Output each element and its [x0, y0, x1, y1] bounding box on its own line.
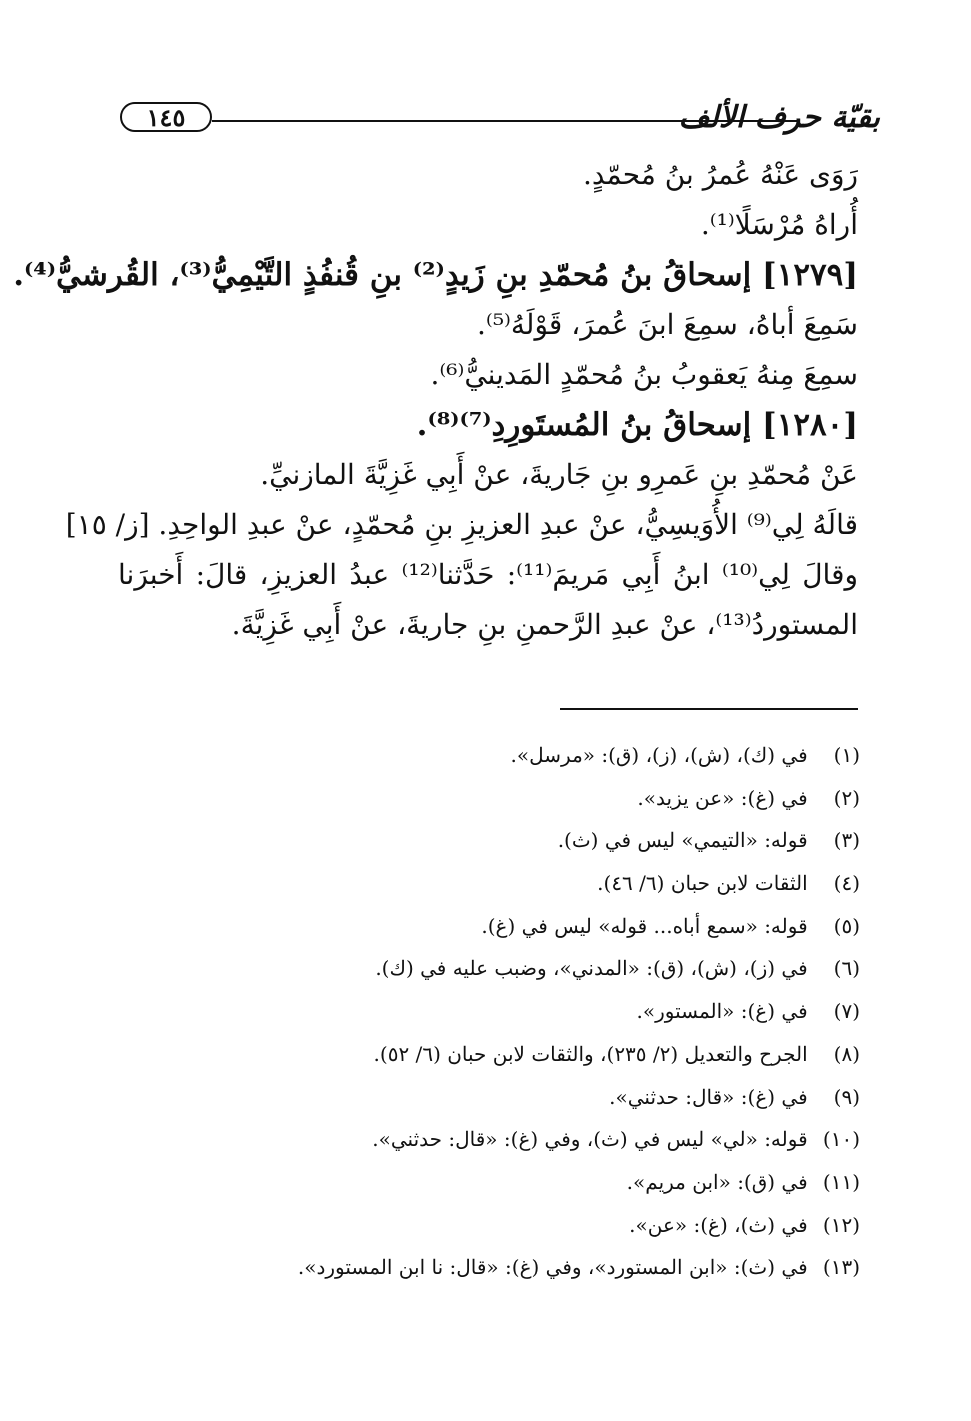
footnotes — [297, 734, 860, 1289]
footnote-text: الجرح والتعديل (٢/ ٢٣٥)، والثقات لابن حبان (٦/ ٥٢). — [373, 1041, 808, 1066]
running-title: بقيّة حرف الألف — [678, 100, 880, 135]
footnote — [300, 1118, 860, 1161]
text-line: أُراهُ مُرْسَلًا⁽¹⁾. — [700, 208, 858, 241]
main-text — [13, 150, 858, 650]
footnote-number: (٥) — [833, 913, 860, 938]
footnote — [300, 1033, 860, 1076]
entry-heading-1279: [١٢٧٩] إسحاقُ بنُ مُحمّدِ بنِ زَيدٍ⁽²⁾ بنِ قُنفُذٍ التَّيْمِيُّ⁽³⁾، القُرشيُّ⁽⁴⁾. — [13, 257, 858, 293]
footnote — [300, 1161, 860, 1204]
footnote — [297, 1246, 860, 1289]
footnote — [300, 862, 860, 905]
page-header — [120, 96, 880, 140]
footnote-text: الثقات لابن حبان (٦/ ٤٦). — [597, 871, 808, 896]
footnote-text: في (ث)، (غ): «عن». — [629, 1212, 808, 1237]
footnote — [300, 905, 860, 948]
page-number: ١٤٥ — [120, 102, 212, 132]
footnote-number: (٣) — [833, 828, 860, 853]
footnote-number: (١٠) — [822, 1127, 860, 1152]
footnote-text: في (غ): «عن يزيد». — [637, 785, 808, 810]
text-line: وقالَ لِي⁽¹⁰⁾ ابنُ أَبِي مَريمَ⁽¹¹⁾: حَدَّثنا⁽¹²⁾ عبدُ العزيزِ، قالَ: أَخبرَنا — [118, 558, 858, 591]
footnote — [300, 1076, 860, 1119]
footnote-number: (١٢) — [822, 1212, 860, 1237]
footnote-text: في (ق): «ابن مريم». — [626, 1169, 808, 1194]
footnote-number: (٦) — [833, 956, 860, 981]
text-line: سمِعَ مِنهُ يَعقوبُ بنُ مُحمّدٍ المَدينيُّ⁽⁶⁾. — [430, 358, 858, 391]
text-line: سَمِعَ أباهُ، سمِعَ ابنَ عُمرَ، قَوْلَهُ⁽⁵⁾. — [477, 308, 858, 341]
footnote-number: (٨) — [833, 1041, 860, 1066]
footnote-text: قوله: «التيمي» ليس في (ث). — [557, 828, 808, 853]
footnote-separator — [560, 708, 858, 710]
footnote-number: (٢) — [833, 785, 860, 810]
footnote-number: (٧) — [833, 999, 860, 1024]
footnote — [300, 990, 860, 1033]
text-line: قالَهُ لِي⁽⁹⁾ الأُوَيسِيُّ، عنْ عبدِ العزيزِ بنِ مُحمّدٍ، عنْ عبدِ الواحِدِ. [ز/ ١٥] — [65, 508, 858, 541]
footnote-text: قوله: «لي» ليس في (ث)، وفي (غ): «قال: حدثني». — [372, 1127, 808, 1152]
footnote — [300, 947, 860, 990]
footnote — [300, 819, 860, 862]
footnote-text: في (ز)، (ش)، (ق): «المدني»، وضبب عليه في (ك). — [375, 956, 808, 981]
footnote — [300, 777, 860, 820]
footnote-text: في (ث): «ابن المستورد»، وفي (غ): «قال: نا ابن المستورد». — [297, 1255, 808, 1280]
footnote-number: (١٣) — [822, 1255, 860, 1280]
entry-heading-1280: [١٢٨٠] إسحاقُ بنُ المُستَورِدِ⁽⁷⁾⁽⁸⁾. — [416, 407, 858, 443]
footnote-number: (٤) — [833, 871, 860, 896]
footnote-number: (١١) — [822, 1169, 860, 1194]
footnote-text: في (غ): «قال: حدثني». — [609, 1084, 808, 1109]
text-line: المستوردُ⁽¹³⁾، عنْ عبدِ الرَّحمنِ بنِ جاريةَ، عنْ أَبِي غَزِيَّةَ. — [231, 608, 858, 641]
footnote-number: (٩) — [833, 1084, 860, 1109]
footnote-text: في (غ): «المستور». — [636, 999, 808, 1024]
text-line: رَوَى عَنْهُ عُمرُ بنُ مُحمّدٍ. — [582, 158, 858, 191]
text-line: عَنْ مُحمّدِ بنِ عَمرِو بنِ جَاريةَ، عنْ أَبِي غَزِيَّةَ المازنيِّ. — [260, 458, 858, 491]
footnote — [300, 734, 860, 777]
footnote-number: (١) — [833, 743, 860, 767]
footnote — [300, 1204, 860, 1247]
footnote-text: قوله: «سمع أباه... قوله» ليس في (غ). — [481, 913, 808, 938]
footnote-text: في (ك)، (ش)، (ز)، (ق): «مرسل». — [510, 743, 808, 767]
